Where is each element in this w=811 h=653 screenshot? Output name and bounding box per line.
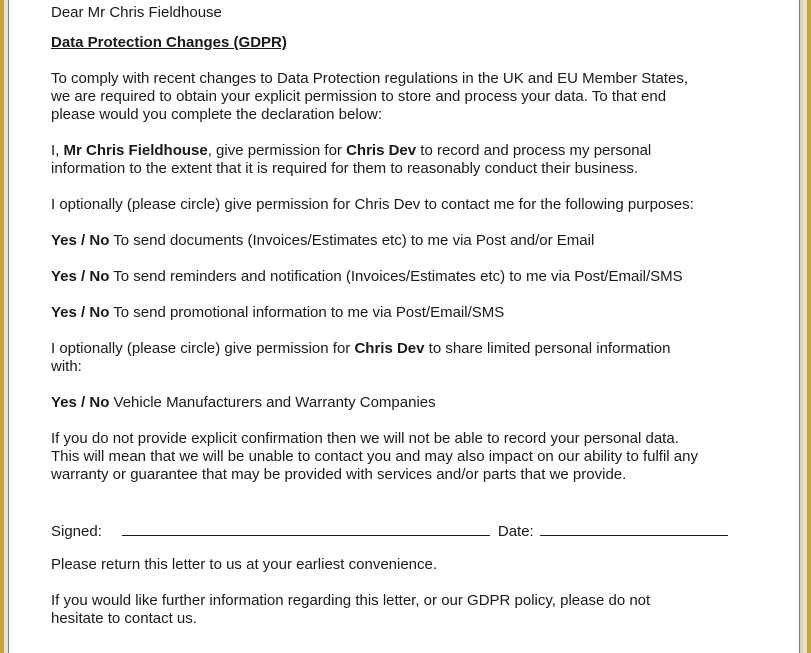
company-name: Chris Dev (346, 142, 417, 159)
option-text: To send promotional information to me via Post/Email/SMS (109, 304, 505, 321)
declaration-line-2: information to the extent that it is required for them to reasonably conduct their business. (51, 160, 638, 177)
option-row (51, 232, 594, 250)
share-line-2: with: (51, 358, 82, 375)
option-row (51, 268, 683, 286)
warning-line-3: warranty or guarantee that may be provided with services and/or parts that we provide. (51, 466, 627, 483)
date-label: Date: (497, 523, 534, 540)
return-text: Please return this letter to us at your earliest convenience. (51, 556, 438, 573)
date-line[interactable] (540, 520, 728, 536)
declaration-prefix: I, (51, 142, 64, 159)
option-text: To send reminders and notification (Invoices/Estimates etc) to me via Post/Email/SMS (109, 268, 683, 285)
salutation: Dear Mr Chris Fieldhouse (51, 4, 222, 21)
option-text: Vehicle Manufacturers and Warranty Companies (109, 394, 436, 411)
intro-line-3: please would you complete the declaration below: (51, 106, 383, 123)
frame-right-border (807, 0, 811, 653)
share-suffix: to share limited personal information (424, 340, 671, 357)
frame-right-margin (803, 0, 807, 653)
yes-no-choice[interactable]: Yes / No (51, 232, 110, 249)
yes-no-choice[interactable]: Yes / No (51, 394, 110, 411)
warning-line-2: This will mean that we will be unable to contact you and may also impact on our ability to fulfil any (51, 448, 698, 465)
customer-name: Mr Chris Fieldhouse (63, 142, 208, 159)
option-row (51, 304, 504, 322)
declaration-mid: , give permission for (207, 142, 347, 159)
warning-line-1: If you do not provide explicit confirmation then we will not be able to record your personal data. (51, 430, 679, 447)
yes-no-choice[interactable]: Yes / No (51, 268, 110, 285)
signed-label: Signed: (51, 523, 102, 540)
declaration-line-1 (51, 142, 651, 160)
option-text: To send documents (Invoices/Estimates etc) to me via Post and/or Email (109, 232, 595, 249)
intro-line-2: we are required to obtain your explicit permission to store and process your data. To that end (51, 88, 667, 105)
share-line-1 (51, 340, 670, 358)
signature-line[interactable] (122, 520, 490, 536)
intro-line-1: To comply with recent changes to Data Protection regulations in the UK and EU Member States, (51, 70, 688, 87)
optional-contact-text: I optionally (please circle) give permission for Chris Dev to contact me for the following purposes: (51, 196, 694, 213)
letter-page (8, 0, 800, 653)
declaration-suffix: to record and process my personal (416, 142, 652, 159)
company-name: Chris Dev (354, 340, 425, 357)
letter-title: Data Protection Changes (GDPR) (51, 34, 287, 51)
share-option-row (51, 394, 436, 412)
closing-line-2: hesitate to contact us. (51, 610, 197, 627)
share-prefix: I optionally (please circle) give permission for (51, 340, 355, 357)
closing-line-1: If you would like further information regarding this letter, or our GDPR policy, please do not (51, 592, 651, 609)
yes-no-choice[interactable]: Yes / No (51, 304, 110, 321)
signature-row (51, 520, 728, 541)
